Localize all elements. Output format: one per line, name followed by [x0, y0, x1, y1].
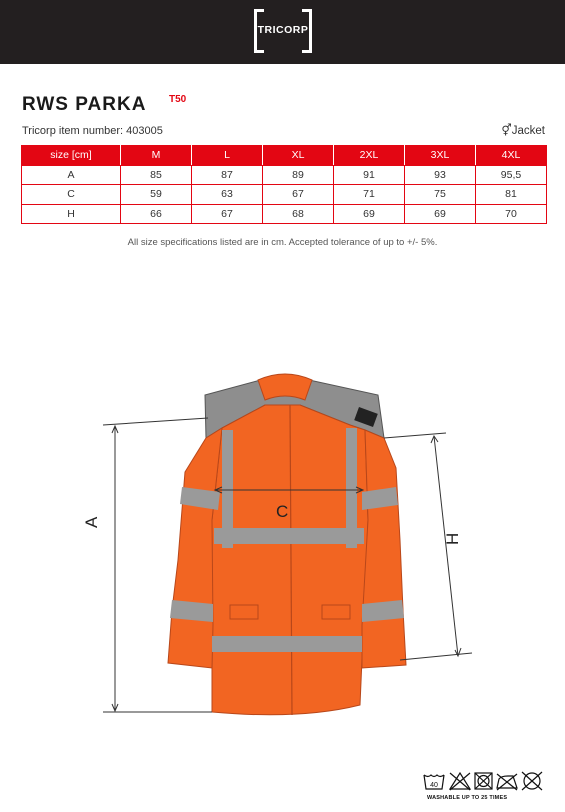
- header-cell: size [cm]: [22, 146, 121, 166]
- header-cell: 4XL: [476, 146, 547, 166]
- unisex-icon: ⚥: [501, 125, 512, 137]
- table-cell: 68: [263, 204, 334, 224]
- table-cell: 71: [334, 185, 405, 205]
- header-cell: 3XL: [405, 146, 476, 166]
- jacket-measurement-diagram: [60, 355, 505, 725]
- size-table: [21, 145, 547, 224]
- size-table-header-row: [22, 146, 547, 166]
- label-h: H: [443, 532, 462, 545]
- header-cell: XL: [263, 146, 334, 166]
- table-cell: 89: [263, 165, 334, 185]
- parka-illustration: [168, 374, 406, 715]
- no-bleach-icon: [450, 773, 470, 790]
- table-cell: A: [22, 165, 121, 185]
- gender-label: [501, 123, 545, 137]
- label-a: A: [82, 516, 101, 528]
- no-tumble-dry-icon: [475, 773, 492, 789]
- table-cell: 59: [121, 185, 192, 205]
- size-note: All size specifications listed are in cm. Accepted tolerance of up to +/- 5%.: [127, 237, 438, 248]
- table-cell: 66: [121, 204, 192, 224]
- table-cell: C: [22, 185, 121, 205]
- table-cell: 69: [334, 204, 405, 224]
- table-row: [22, 185, 547, 205]
- table-cell: 93: [405, 165, 476, 185]
- header-cell: 2XL: [334, 146, 405, 166]
- logo-text: TRICORP: [257, 24, 309, 36]
- table-cell: 75: [405, 185, 476, 205]
- table-cell: 95,5: [476, 165, 547, 185]
- care-caption: WASHABLE UP TO 25 TIMES: [427, 795, 508, 801]
- header-bar: [0, 0, 565, 64]
- gender-text: Jacket: [511, 125, 545, 137]
- table-cell: 70: [476, 204, 547, 224]
- table-cell: 67: [192, 204, 263, 224]
- table-cell: 67: [263, 185, 334, 205]
- wash-temp-label: 40: [430, 782, 438, 789]
- product-title: RWS PARKA: [22, 94, 147, 115]
- wash-40-icon: [424, 775, 444, 789]
- product-tag: T50: [169, 94, 187, 105]
- no-iron-icon: [497, 774, 517, 790]
- table-cell: 63: [192, 185, 263, 205]
- item-number: Tricorp item number: 403005: [22, 125, 163, 137]
- table-cell: 85: [121, 165, 192, 185]
- table-cell: 69: [405, 204, 476, 224]
- table-cell: 91: [334, 165, 405, 185]
- care-symbols: [422, 770, 548, 792]
- label-c: C: [276, 502, 289, 521]
- table-cell: 81: [476, 185, 547, 205]
- table-row: [22, 165, 547, 185]
- table-row: [22, 204, 547, 224]
- table-cell: 87: [192, 165, 263, 185]
- table-cell: H: [22, 204, 121, 224]
- no-dry-clean-icon: [522, 772, 542, 790]
- tricorp-logo[interactable]: [254, 9, 312, 53]
- header-cell: M: [121, 146, 192, 166]
- header-cell: L: [192, 146, 263, 166]
